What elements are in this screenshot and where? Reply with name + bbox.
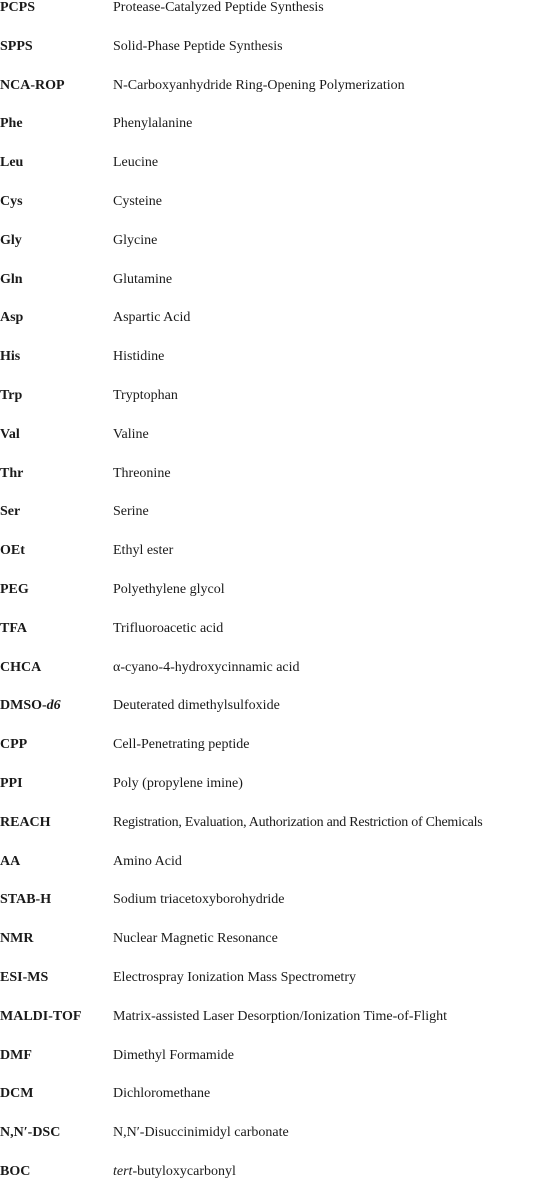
list-item — [0, 155, 558, 194]
abbreviation: Gln — [0, 271, 23, 287]
abbreviation: Ser — [0, 504, 21, 520]
abbreviation: NCA-ROP — [0, 77, 65, 93]
definition: Threonine — [113, 465, 171, 481]
abbreviation: CHCA — [0, 659, 42, 675]
definition: Tryptophan — [113, 387, 178, 403]
definition: Trifluoroacetic acid — [113, 620, 224, 636]
list-item — [0, 543, 558, 582]
list-item — [0, 931, 558, 970]
abbreviation: DMF — [0, 1047, 32, 1063]
definition: Glycine — [113, 232, 158, 248]
list-item — [0, 194, 558, 233]
list-item — [0, 582, 558, 621]
abbreviation: SPPS — [0, 38, 33, 54]
list-item — [0, 698, 558, 737]
definition: Electrospray Ionization Mass Spectrometry — [113, 969, 356, 985]
list-item — [0, 1164, 558, 1203]
list-item — [0, 0, 558, 39]
abbreviation: PCPS — [0, 0, 35, 15]
definition: Poly (propylene imine) — [113, 775, 243, 791]
definition: Nuclear Magnetic Resonance — [113, 931, 278, 947]
abbreviation: His — [0, 349, 21, 365]
abbreviation: N,N′-DSC — [0, 1125, 61, 1141]
list-item — [0, 892, 558, 931]
list-item — [0, 621, 558, 660]
abbreviation: REACH — [0, 814, 51, 830]
abbreviation: TFA — [0, 620, 27, 636]
abbreviation: MALDI-TOF — [0, 1008, 82, 1024]
definition: Protease-Catalyzed Peptide Synthesis — [113, 0, 324, 15]
definition-italic: tert — [113, 1163, 133, 1179]
list-item — [0, 39, 558, 78]
list-item — [0, 349, 558, 388]
abbreviation: NMR — [0, 931, 34, 947]
definition — [113, 1164, 236, 1180]
list-item — [0, 660, 558, 699]
abbreviation: AA — [0, 853, 21, 869]
definition: Cysteine — [113, 193, 162, 209]
list-item — [0, 466, 558, 505]
list-item — [0, 1009, 558, 1048]
abbreviation-main: DMSO- — [0, 698, 47, 714]
definition: Registration, Evaluation, Authorization and Restriction of Chemicals — [113, 814, 483, 830]
abbreviation: CPP — [0, 737, 28, 753]
definition: Dimethyl Formamide — [113, 1047, 234, 1063]
list-item — [0, 388, 558, 427]
definition: N,N′-Disuccinimidyl carbonate — [113, 1125, 289, 1141]
definition: Dichloromethane — [113, 1086, 211, 1102]
list-item — [0, 815, 558, 854]
abbreviation: PPI — [0, 775, 23, 791]
list-item — [0, 233, 558, 272]
list-item — [0, 310, 558, 349]
abbreviation: Gly — [0, 232, 22, 248]
list-item — [0, 116, 558, 155]
abbreviation: OEt — [0, 543, 25, 559]
list-item — [0, 427, 558, 466]
definition: Polyethylene glycol — [113, 581, 225, 597]
abbreviation: PEG — [0, 581, 29, 597]
definition: N-Carboxyanhydride Ring-Opening Polymerization — [113, 77, 405, 93]
definition: Valine — [113, 426, 149, 442]
definition: Glutamine — [113, 271, 173, 287]
list-item — [0, 272, 558, 311]
abbreviation: BOC — [0, 1163, 31, 1179]
list-item — [0, 970, 558, 1009]
abbreviation-italic: d6 — [46, 698, 61, 714]
abbreviation: Trp — [0, 387, 23, 403]
definition: Solid-Phase Peptide Synthesis — [113, 38, 283, 54]
list-item — [0, 1048, 558, 1087]
definition: Cell-Penetrating peptide — [113, 737, 250, 753]
abbreviation: Asp — [0, 310, 24, 326]
list-item — [0, 78, 558, 117]
definition: Amino Acid — [113, 853, 182, 869]
abbreviation: Leu — [0, 155, 24, 171]
definition: Leucine — [113, 155, 159, 171]
list-item — [0, 737, 558, 776]
list-item — [0, 504, 558, 543]
definition-rest: -butyloxycarbonyl — [132, 1163, 236, 1179]
definition: Ethyl ester — [113, 543, 174, 559]
list-item — [0, 1125, 558, 1164]
definition: Phenylalanine — [113, 116, 193, 132]
list-item — [0, 854, 558, 893]
list-item — [0, 1086, 558, 1125]
abbreviation: Val — [0, 426, 20, 442]
definition: Sodium triacetoxyborohydride — [113, 892, 285, 908]
definition: Histidine — [113, 349, 165, 365]
abbreviation: STAB-H — [0, 892, 52, 908]
abbreviation: DCM — [0, 1086, 34, 1102]
list-item — [0, 776, 558, 815]
definition: Aspartic Acid — [113, 310, 191, 326]
abbreviation: Cys — [0, 193, 23, 209]
abbreviation: Thr — [0, 465, 24, 481]
abbreviation — [0, 698, 61, 714]
definition: Serine — [113, 504, 149, 520]
abbreviation: Phe — [0, 116, 23, 132]
definition: Matrix-assisted Laser Desorption/Ionization Time-of-Flight — [113, 1008, 448, 1024]
definition: Deuterated dimethylsulfoxide — [113, 698, 280, 714]
definition: α-cyano-4-hydroxycinnamic acid — [113, 659, 300, 675]
abbreviation: ESI-MS — [0, 969, 49, 985]
